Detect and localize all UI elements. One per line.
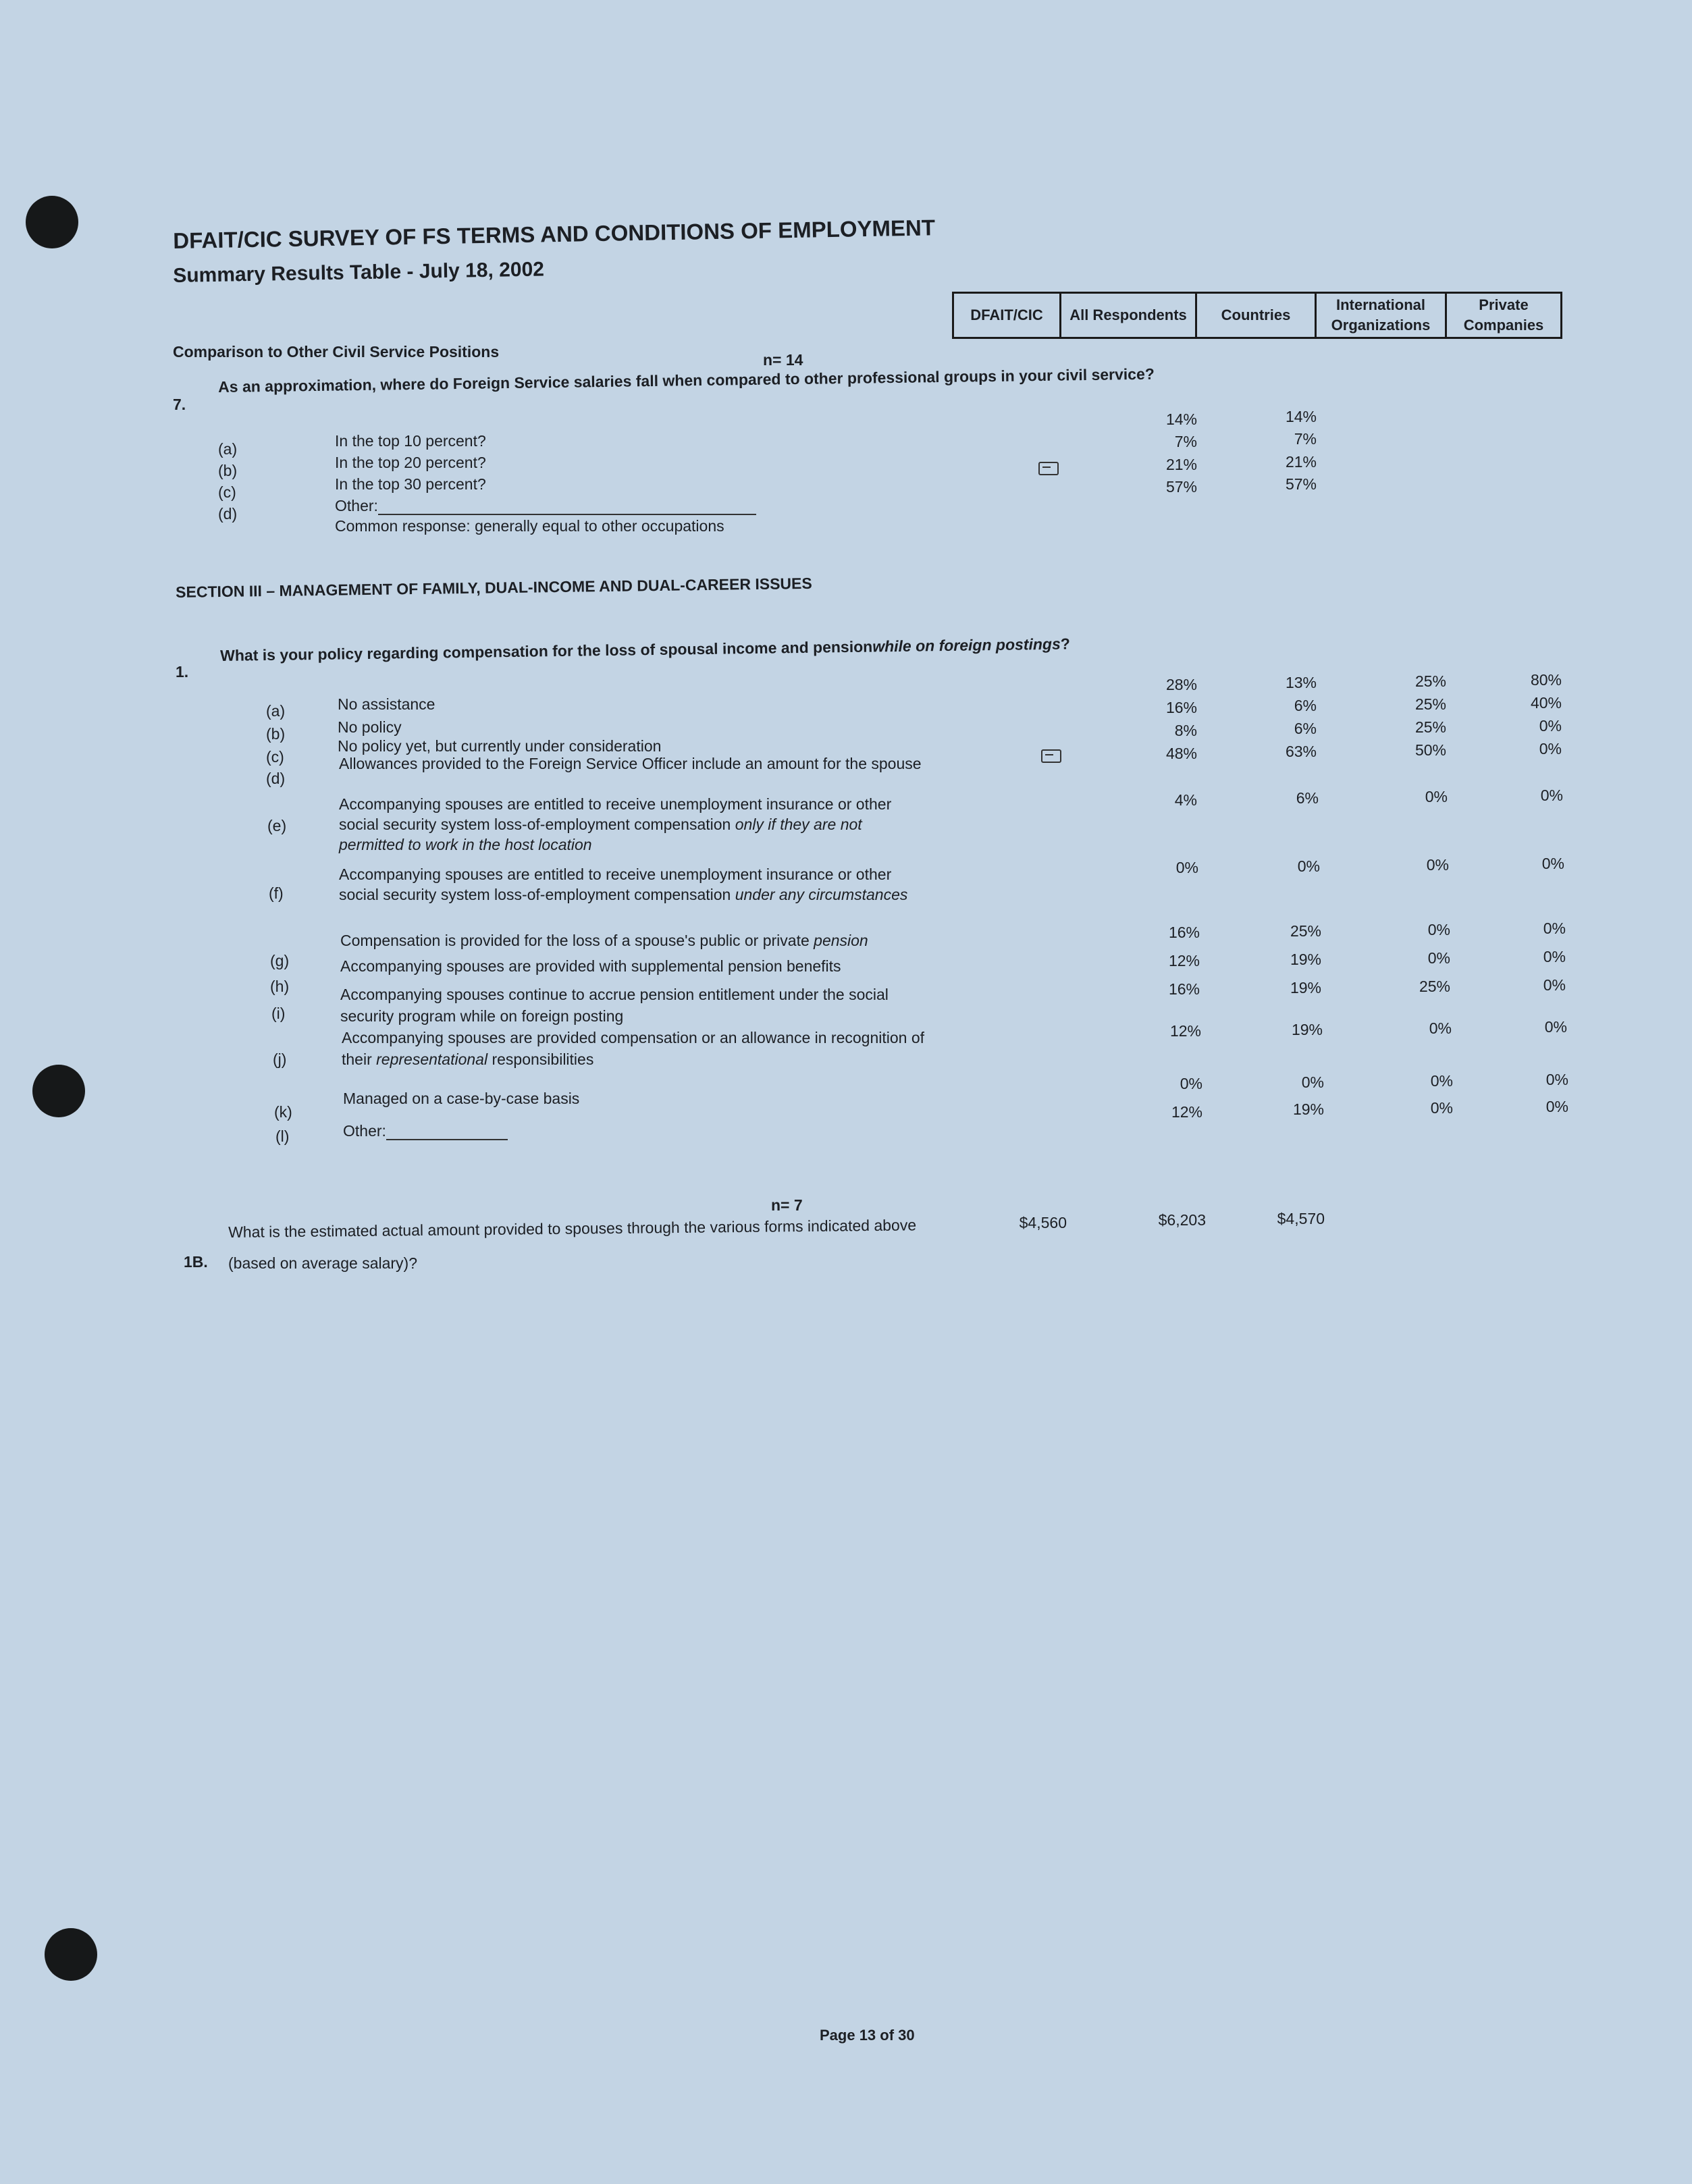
question-text-end: ? [1060, 635, 1071, 653]
item-label-line2 [342, 1050, 593, 1069]
question-text-line2: (based on average salary)? [228, 1254, 417, 1272]
value-countries: 19% [1292, 1100, 1324, 1118]
value-private-companies: 0% [1543, 948, 1566, 965]
other-label: Other: [343, 1122, 386, 1140]
document-subtitle: Summary Results Table - July 18, 2002 [173, 258, 545, 287]
item-label-line2 [339, 886, 907, 904]
value-private-companies: 0% [1543, 976, 1566, 994]
item-label: No policy yet, but currently under consideration [338, 737, 662, 755]
value-all-respondents: $6,203 [1158, 1211, 1206, 1229]
document-title: DFAIT/CIC SURVEY OF FS TERMS AND CONDITIONS OF EMPLOYMENT [173, 215, 936, 253]
item-key: (a) [218, 440, 238, 458]
item-label: Managed on a case-by-case basis [343, 1090, 580, 1107]
value-international-orgs: 0% [1430, 1072, 1453, 1090]
value-all-respondents: 48% [1165, 745, 1197, 762]
section-heading-section-iii: SECTION III – MANAGEMENT OF FAMILY, DUAL-INCOME AND DUAL-CAREER ISSUES [176, 574, 812, 601]
question-text: As an approximation, where do Foreign Service salaries fall when compared to other professional groups in your civil service? [218, 365, 1155, 396]
item-label-other [335, 497, 756, 515]
item-label: Accompanying spouses are entitled to receive unemployment insurance or other [339, 795, 892, 813]
col-countries: Countries [1197, 294, 1317, 337]
n-count-q1b: n= 7 [771, 1196, 803, 1214]
value-private-companies: 40% [1530, 694, 1562, 712]
item-key: (i) [271, 1005, 286, 1022]
value-international-orgs: 0% [1429, 1019, 1452, 1037]
item-key: (a) [266, 702, 286, 720]
value-international-orgs: 25% [1419, 978, 1450, 995]
label-text: social security system loss-of-employment compensation [339, 816, 735, 833]
value-all-respondents: 57% [1165, 478, 1197, 496]
item-label: No assistance [338, 695, 435, 713]
value-all-respondents: 16% [1165, 699, 1197, 716]
value-all-respondents: 28% [1165, 676, 1197, 693]
question-number: 1B. [184, 1253, 208, 1271]
value-countries: $4,570 [1277, 1210, 1325, 1227]
col-private-companies: Private Companies [1463, 296, 1544, 334]
label-text-end: responsibilities [487, 1050, 594, 1068]
question-text-part: What is your policy regarding compensation for the loss of spousal income and pension [220, 637, 873, 664]
value-countries: 6% [1294, 697, 1317, 714]
value-all-respondents: 21% [1165, 456, 1197, 473]
item-label [340, 932, 868, 950]
question-text-italic: while on foreign postings [872, 635, 1061, 656]
other-label: Other: [335, 497, 378, 514]
value-dfait-cic: $4,560 [1019, 1214, 1067, 1231]
value-international-orgs: 0% [1427, 949, 1450, 967]
value-private-companies: 0% [1539, 740, 1562, 757]
value-all-respondents: 12% [1168, 952, 1200, 969]
value-private-companies: 0% [1539, 717, 1562, 735]
item-label: In the top 20 percent? [335, 454, 486, 471]
value-private-companies: 0% [1545, 1098, 1568, 1115]
item-label: No policy [338, 718, 402, 736]
value-all-respondents: 16% [1168, 980, 1200, 998]
value-private-companies: 0% [1545, 1071, 1568, 1088]
value-countries: 19% [1290, 951, 1321, 968]
item-label: In the top 10 percent? [335, 432, 486, 450]
comment-icon [1038, 462, 1059, 475]
page-number: Page 13 of 30 [820, 2027, 915, 2044]
punch-hole-top [26, 196, 78, 248]
value-private-companies: 0% [1543, 920, 1566, 937]
value-countries: 63% [1285, 743, 1317, 760]
section-heading-comparison: Comparison to Other Civil Service Positions [173, 343, 500, 361]
value-international-orgs: 0% [1430, 1099, 1453, 1117]
value-countries: 19% [1290, 979, 1321, 996]
item-key: (c) [218, 483, 236, 501]
punch-hole-bottom [45, 1928, 97, 1981]
label-text: Compensation is provided for the loss of a spouse's public or private [340, 932, 814, 949]
common-response: Common response: generally equal to other occupations [335, 517, 724, 535]
item-key: (l) [275, 1127, 290, 1145]
value-international-orgs: 0% [1425, 788, 1448, 805]
item-key: (f) [269, 884, 284, 902]
value-countries: 0% [1297, 857, 1320, 875]
item-key: (e) [267, 817, 287, 834]
value-countries: 57% [1285, 475, 1317, 493]
question-number: 7. [173, 396, 186, 413]
label-text: social security system loss-of-employment compensation [339, 886, 735, 903]
item-key: (d) [266, 770, 286, 787]
value-private-companies: 0% [1541, 855, 1564, 872]
value-all-respondents: 8% [1174, 722, 1197, 739]
col-all-respondents: All Respondents [1061, 294, 1197, 337]
value-international-orgs: 0% [1427, 921, 1450, 938]
item-label-line2 [339, 816, 862, 834]
label-italic: pension [814, 932, 868, 949]
label-italic: representational [376, 1050, 488, 1068]
value-international-orgs: 25% [1415, 718, 1446, 736]
label-italic: under any circumstances [735, 886, 908, 903]
item-label-line3: permitted to work in the host location [339, 836, 592, 853]
question-number: 1. [176, 663, 189, 681]
item-key: (b) [266, 725, 286, 743]
blank-line [378, 514, 756, 515]
col-dfait-cic: DFAIT/CIC [954, 294, 1061, 337]
value-countries: 14% [1285, 408, 1317, 425]
item-key: (g) [270, 952, 290, 969]
value-international-orgs: 25% [1415, 695, 1446, 713]
blank-line [386, 1139, 508, 1140]
question-text [220, 635, 1070, 665]
column-header-table [952, 292, 1562, 339]
value-all-respondents: 12% [1171, 1103, 1202, 1121]
value-international-orgs: 25% [1415, 672, 1446, 690]
value-private-companies: 0% [1544, 1018, 1567, 1036]
value-private-companies: 0% [1540, 787, 1563, 804]
item-label: Accompanying spouses are entitled to receive unemployment insurance or other [339, 865, 892, 883]
value-all-respondents: 7% [1174, 433, 1197, 450]
item-key: (k) [274, 1103, 292, 1121]
item-key: (j) [273, 1050, 287, 1068]
item-label: Allowances provided to the Foreign Service Officer include an amount for the spouse [339, 755, 922, 772]
item-key: (d) [218, 505, 238, 523]
value-countries: 7% [1294, 430, 1317, 448]
item-key: (b) [218, 462, 238, 479]
value-all-respondents: 0% [1175, 859, 1198, 876]
value-countries: 21% [1285, 453, 1317, 471]
value-countries: 25% [1290, 922, 1321, 940]
label-italic: only if they are not [735, 816, 862, 833]
item-label: Accompanying spouses are provided with supplemental pension benefits [340, 957, 841, 975]
question-text: What is the estimated actual amount provided to spouses through the various forms indicated above [228, 1216, 917, 1241]
item-key: (c) [266, 748, 284, 766]
item-label: In the top 30 percent? [335, 475, 486, 493]
item-label-other [343, 1122, 508, 1140]
item-key: (h) [270, 978, 290, 995]
value-private-companies: 80% [1530, 671, 1562, 689]
value-all-respondents: 12% [1169, 1022, 1201, 1040]
item-label-line2: security program while on foreign posting [340, 1007, 624, 1025]
value-all-respondents: 0% [1180, 1075, 1202, 1092]
value-countries: 13% [1285, 674, 1317, 691]
n-count-q7: n= 14 [763, 351, 803, 369]
item-label: Accompanying spouses continue to accrue pension entitlement under the social [340, 986, 889, 1003]
value-countries: 0% [1301, 1073, 1324, 1091]
value-countries: 6% [1296, 789, 1319, 807]
value-all-respondents: 4% [1174, 791, 1197, 809]
label-text: their [342, 1050, 377, 1068]
value-all-respondents: 16% [1168, 924, 1200, 941]
item-label: Accompanying spouses are provided compensation or an allowance in recognition of [342, 1029, 925, 1046]
col-international-organizations: International Organizations [1317, 294, 1447, 337]
value-international-orgs: 50% [1415, 741, 1446, 759]
value-international-orgs: 0% [1426, 856, 1449, 874]
value-countries: 6% [1294, 720, 1317, 737]
comment-icon [1041, 749, 1061, 763]
punch-hole-middle [32, 1065, 85, 1117]
value-all-respondents: 14% [1165, 410, 1197, 428]
value-countries: 19% [1291, 1021, 1323, 1038]
